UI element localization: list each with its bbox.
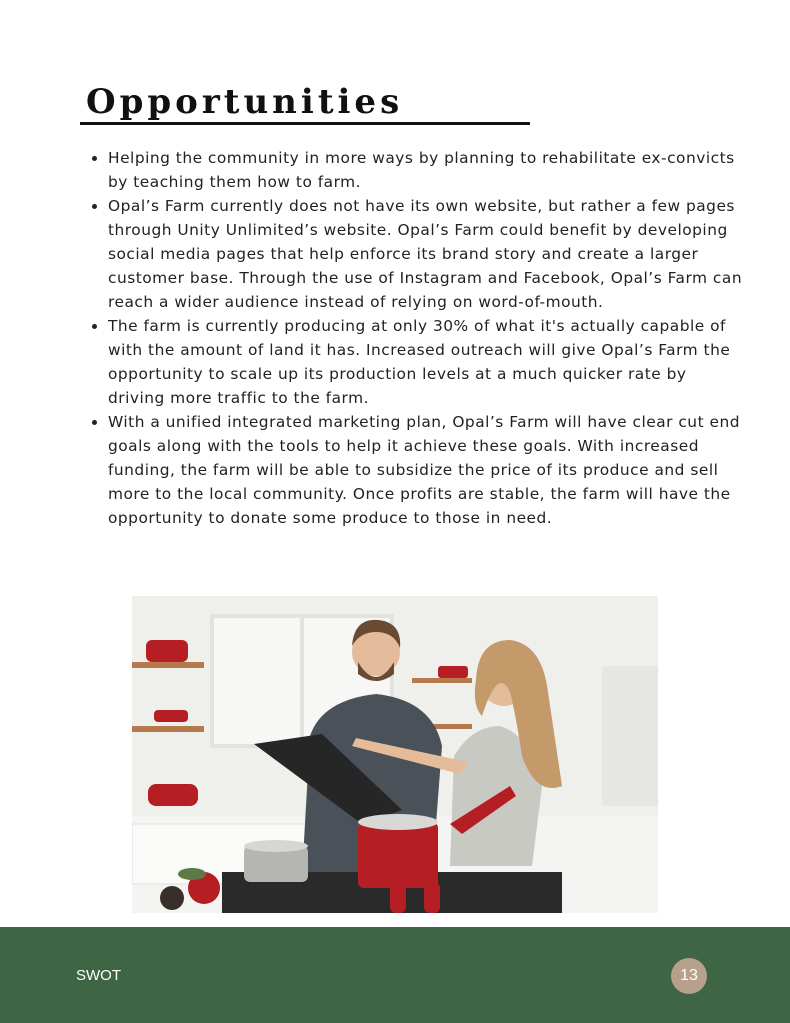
opportunities-list bbox=[86, 146, 748, 530]
list-item: • Helping the community in more ways by planning to rehabilitate ex-convicts by teaching them how to farm. bbox=[108, 146, 748, 194]
list-item: • With a unified integrated marketing plan, Opal’s Farm will have clear cut end goals along with the tools to help it achieve these goals. With increased funding, the farm will be able to subsidize the price of its produce and sell more to the local community. Once profits are stable, the farm will have the opportunity to donate some produce to those in need. bbox=[108, 410, 748, 530]
title-underline bbox=[80, 122, 530, 125]
page-title: Opportunities bbox=[86, 82, 404, 122]
kitchen-cooking-photo bbox=[132, 596, 658, 913]
page-footer bbox=[0, 927, 790, 1023]
section-label: SWOT bbox=[76, 967, 121, 984]
list-item: • The farm is currently producing at only 30% of what it's actually capable of with the amount of land it has. Increased outreach will give Opal’s Farm the opportunity to scale up its production levels at a much quicker rate by driving more traffic to the farm. bbox=[108, 314, 748, 410]
page-number-badge: 13 bbox=[671, 958, 707, 994]
list-item: • Opal’s Farm currently does not have its own website, but rather a few pages through Unity Unlimited’s website. Opal’s Farm could benefit by developing social media pages that help enforce its brand story and create a larger customer base. Through the use of Instagram and Facebook, Opal’s Farm can reach a wider audience instead of relying on word-of-mouth. bbox=[108, 194, 748, 314]
